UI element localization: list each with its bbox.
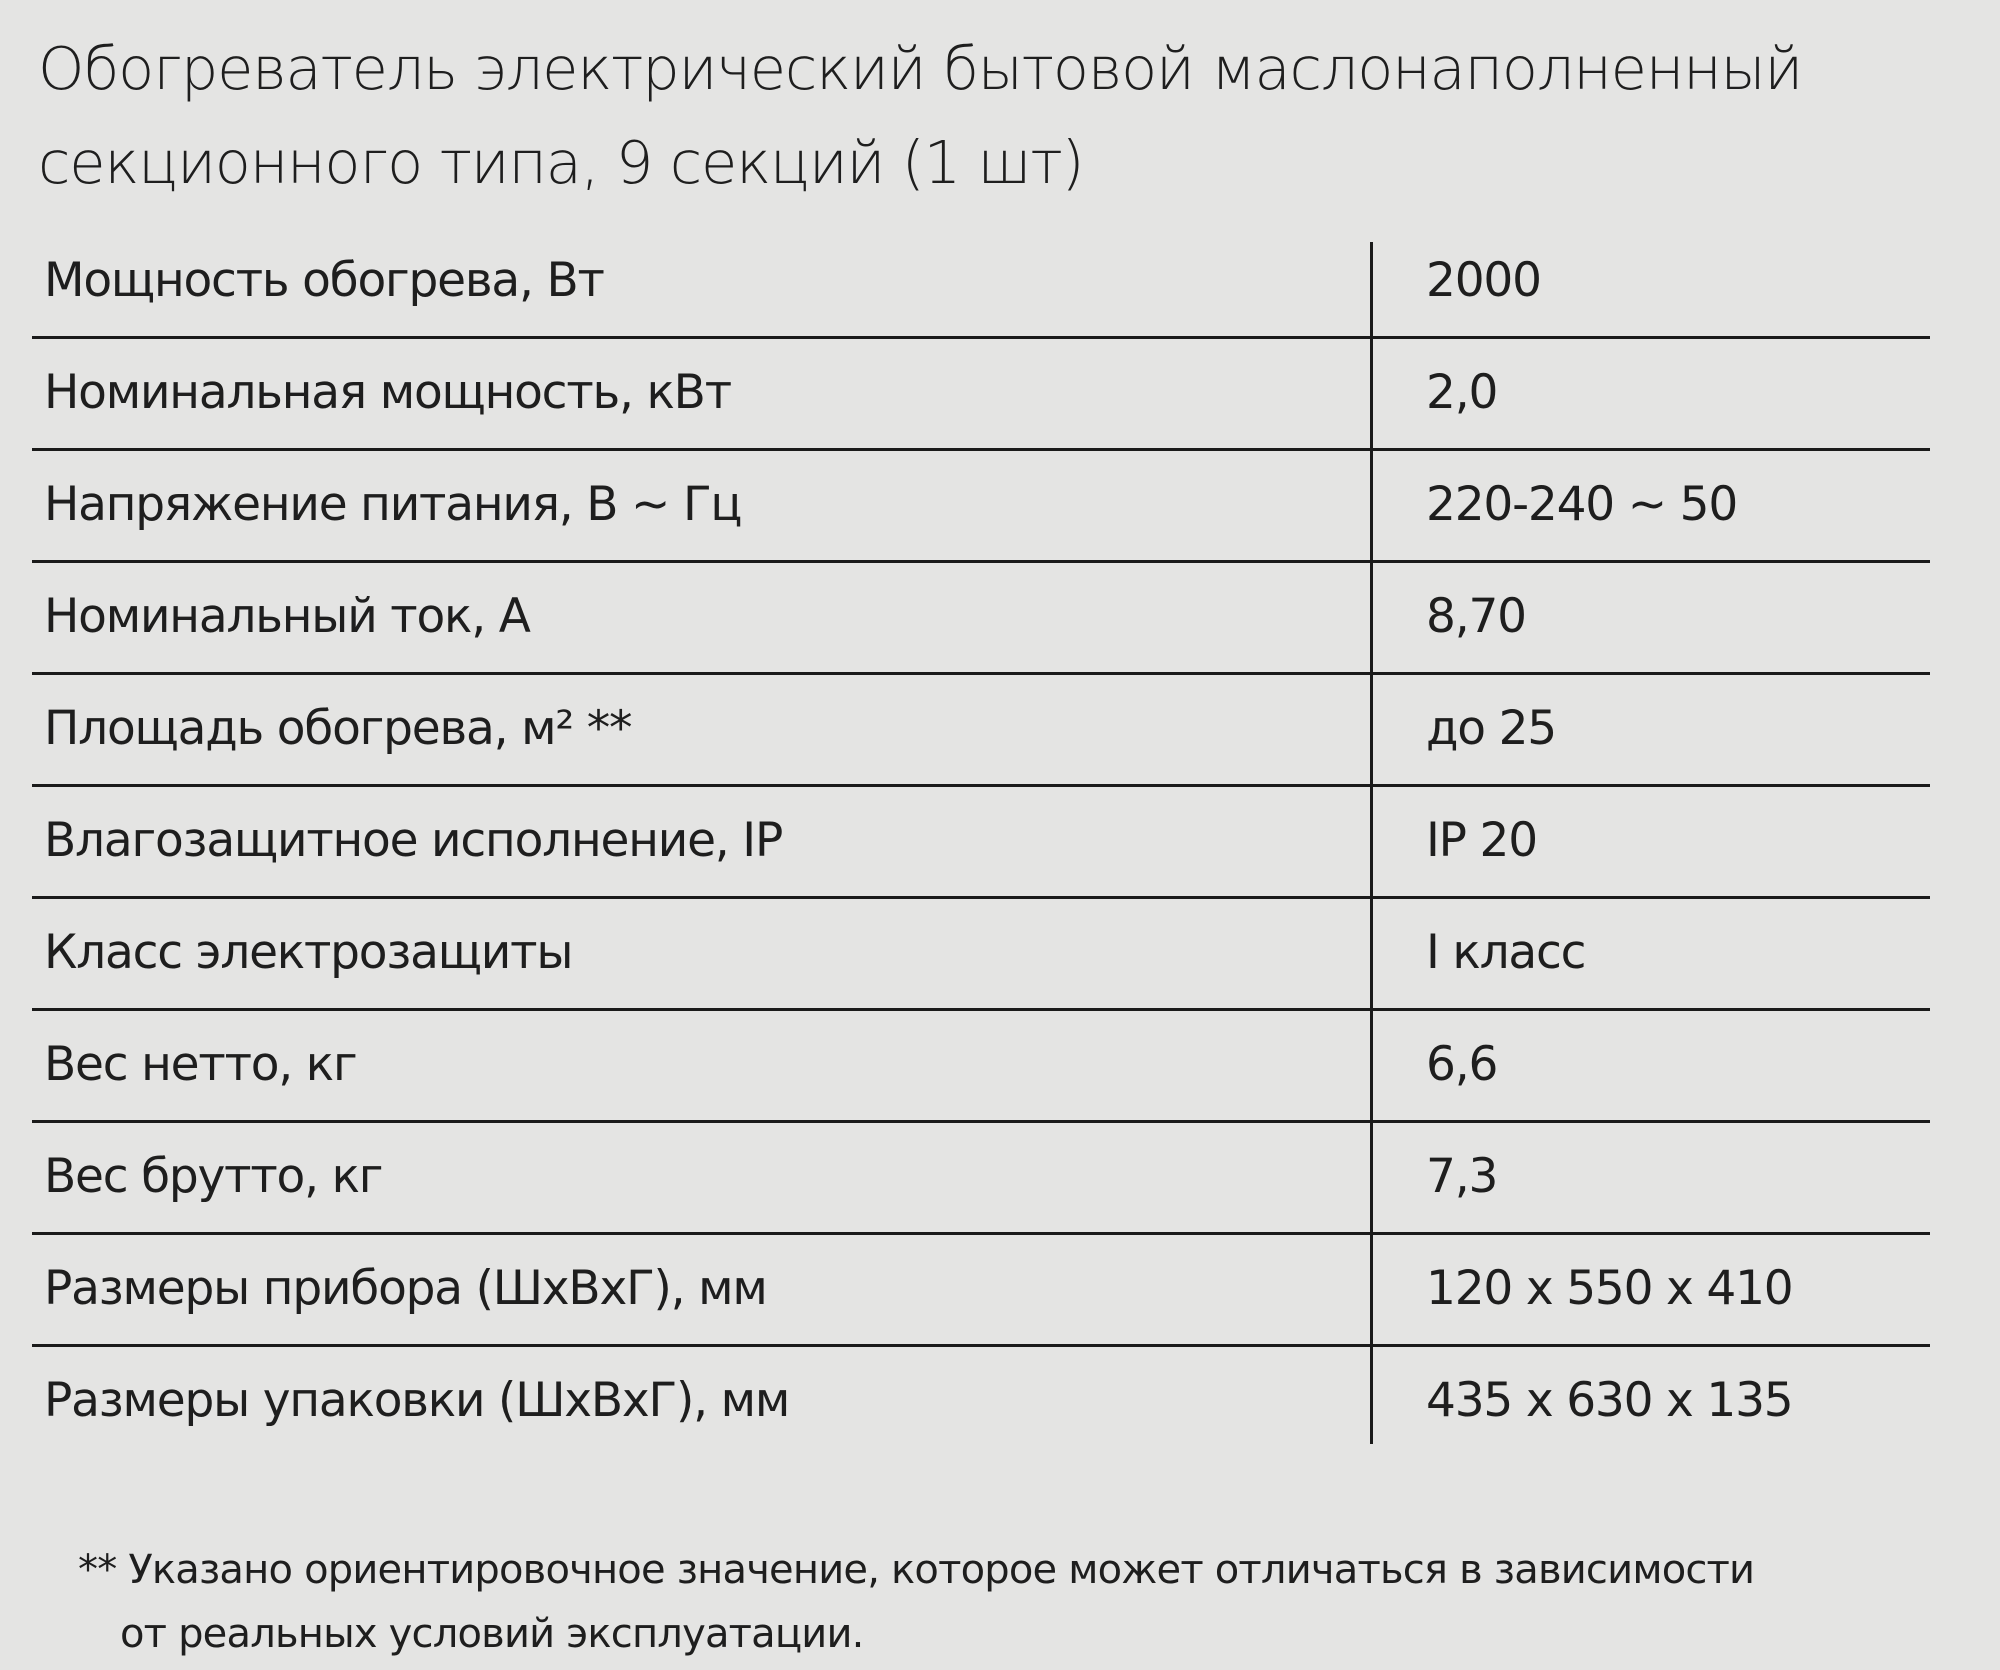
spec-value: 8,70	[1426, 589, 1526, 644]
spec-label: Размеры прибора (ШхВхГ), мм	[44, 1261, 767, 1316]
spec-value: 435 x 630 x 135	[1426, 1373, 1793, 1428]
table-row	[32, 451, 1930, 563]
spec-label: Напряжение питания, В ~ Гц	[44, 477, 742, 532]
table-row	[32, 1123, 1930, 1235]
table-row	[32, 339, 1930, 451]
spec-label: Площадь обогрева, м² **	[44, 701, 632, 756]
spec-value: IP 20	[1426, 813, 1537, 868]
spec-label: Вес нетто, кг	[44, 1037, 357, 1092]
table-row	[32, 899, 1930, 1011]
spec-value: до 25	[1426, 701, 1556, 756]
spec-value: 120 x 550 x 410	[1426, 1261, 1793, 1316]
column-divider	[1370, 242, 1373, 1444]
document-title	[38, 22, 1988, 210]
spec-label: Влагозащитное исполнение, IP	[44, 813, 783, 868]
spec-label: Вес брутто, кг	[44, 1149, 383, 1204]
spec-value: 2000	[1426, 253, 1541, 308]
spec-value: I класс	[1426, 925, 1586, 980]
specifications-table	[32, 227, 1930, 1456]
spec-label: Мощность обогрева, Вт	[44, 253, 604, 308]
table-row	[32, 563, 1930, 675]
spec-value: 7,3	[1426, 1149, 1498, 1204]
title-line-2: секционного типа, 9 секций (1 шт)	[38, 128, 1084, 197]
table-row	[32, 1011, 1930, 1123]
table-row	[32, 1347, 1930, 1456]
table-row	[32, 1235, 1930, 1347]
footnote-line-1: ** Указано ориентировочное значение, которое может отличаться в зависимости	[78, 1547, 1755, 1593]
spec-value: 6,6	[1426, 1037, 1498, 1092]
spec-label: Номинальный ток, А	[44, 589, 530, 644]
table-row	[32, 675, 1930, 787]
spec-label: Номинальная мощность, кВт	[44, 365, 731, 420]
spec-value: 220-240 ~ 50	[1426, 477, 1738, 532]
spec-value: 2,0	[1426, 365, 1498, 420]
footnote	[78, 1538, 1754, 1666]
spec-label: Размеры упаковки (ШхВхГ), мм	[44, 1373, 790, 1428]
title-line-1: Обогреватель электрический бытовой маслонаполненный	[38, 34, 1803, 103]
table-row	[32, 787, 1930, 899]
footnote-line-2: от реальных условий эксплуатации.	[120, 1611, 864, 1657]
spec-label: Класс электрозащиты	[44, 925, 573, 980]
table-row	[32, 227, 1930, 339]
